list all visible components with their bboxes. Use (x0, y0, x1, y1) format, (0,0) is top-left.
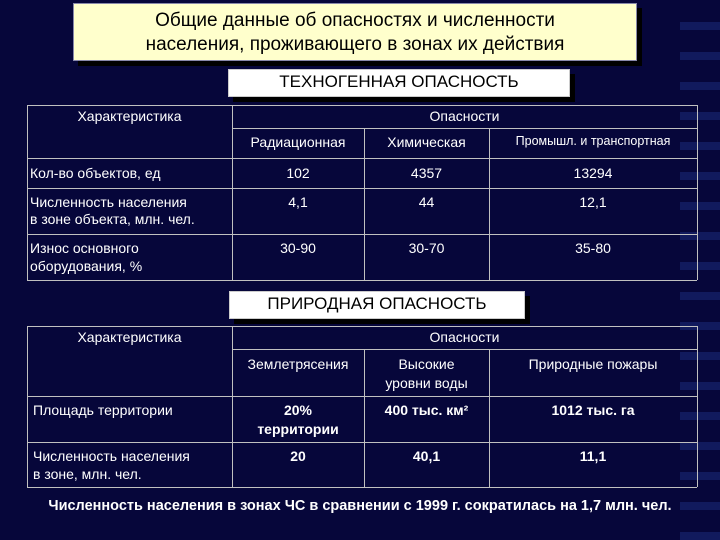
techno-col-chemical: Химическая (387, 134, 466, 150)
natural-col-high-water: уровни воды (385, 375, 468, 391)
techno-cell: 30-70 (408, 240, 445, 256)
techno-col-industrial: Промышл. и транспортная (515, 134, 671, 148)
techno-cell: 12,1 (579, 194, 607, 210)
techno-heading: ТЕХНОГЕННАЯ ОПАСНОСТЬ (228, 69, 570, 97)
natural-cell: 1012 тыс. га (551, 402, 635, 418)
natural-row-label: Площадь территории (33, 402, 173, 418)
techno-cell: 4357 (410, 165, 443, 181)
natural-cell: 20 (290, 448, 306, 464)
natural-cell: территории (257, 421, 339, 437)
natural-heading: ПРИРОДНАЯ ОПАСНОСТЬ (229, 291, 525, 319)
techno-cell: 30-90 (280, 240, 316, 256)
natural-cell: 11,1 (579, 448, 607, 464)
natural-row-label: Численность населения (33, 448, 190, 464)
techno-cell: 35-80 (575, 240, 611, 256)
title-line-1: Общие данные об опасностях и численности (155, 10, 555, 31)
title-line-2: населения, проживающего в зонах их действия (145, 34, 565, 55)
techno-cell: 102 (286, 165, 310, 181)
techno-row-label: в зоне объекта, млн. чел. (30, 211, 195, 227)
techno-cell: 4,1 (288, 194, 308, 210)
slide-title (73, 3, 637, 61)
natural-cell: 400 тыс. км² (384, 402, 469, 418)
techno-cell: 13294 (573, 165, 613, 181)
natural-char-header: Характеристика (77, 329, 182, 345)
techno-row-label: Износ основного (30, 240, 139, 256)
footer-note: Численность населения в зонах ЧС в сравнении с 1999 г. сократилась на 1,7 млн. чел. (48, 498, 672, 514)
techno-col-radiation: Радиационная (250, 134, 346, 150)
techno-char-header: Характеристика (77, 108, 182, 124)
techno-cell: 44 (418, 194, 435, 210)
natural-col-earthquakes: Землетрясения (247, 356, 349, 372)
techno-row-label: оборудования, % (30, 258, 143, 274)
techno-row-label: Численность населения (30, 194, 187, 210)
techno-row-label: Кол-во объектов, ед (30, 165, 161, 181)
natural-cell: 20% (283, 402, 313, 418)
natural-col-wildfires: Природные пожары (528, 356, 658, 372)
natural-cell: 40,1 (412, 448, 441, 464)
natural-col-high-water: Высокие (398, 356, 455, 372)
natural-danger-header: Опасности (429, 329, 500, 345)
techno-danger-header: Опасности (429, 108, 500, 124)
natural-row-label: в зоне, млн. чел. (33, 466, 142, 482)
